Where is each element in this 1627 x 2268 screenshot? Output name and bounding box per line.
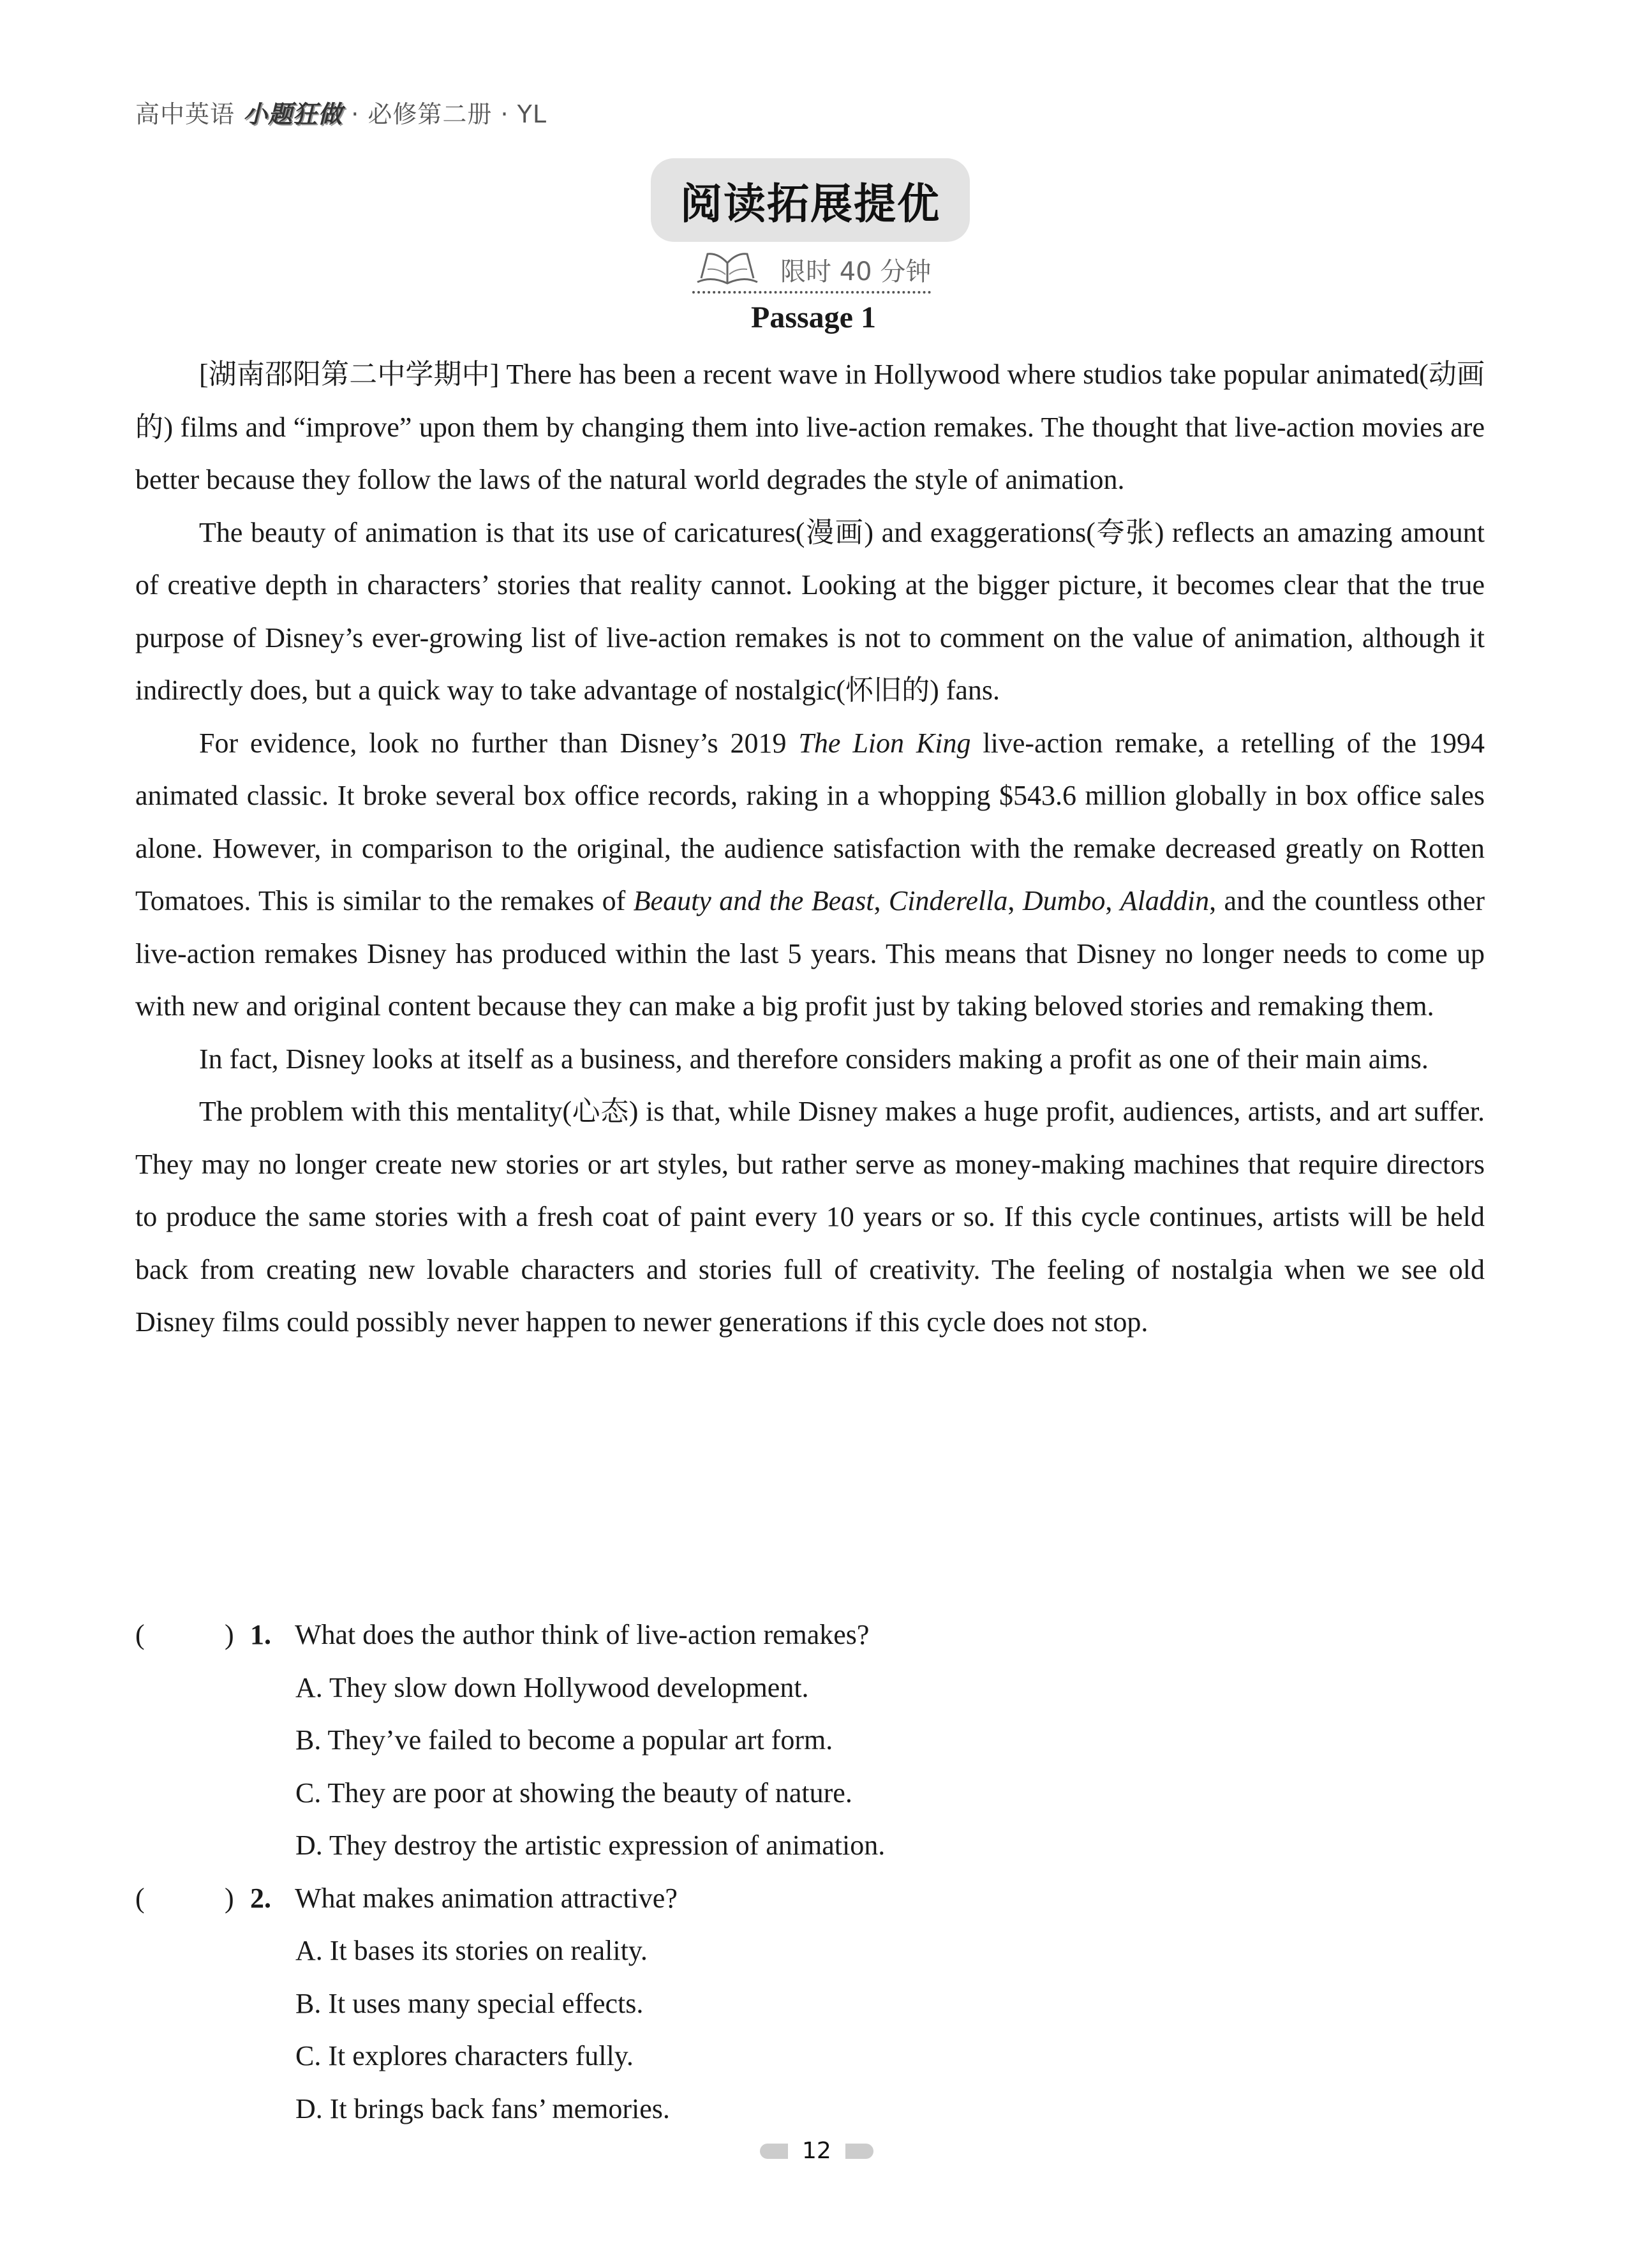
text-run: , and the countless other live-action remakes Disney has produced within the last 5 years. This means that Disney no longer needs to come up with new and original content because they can make a big profit just by taking beloved stories and remaking them. bbox=[135, 885, 1485, 1022]
paragraph bbox=[135, 1033, 1485, 1086]
italic-title: Aladdin bbox=[1120, 885, 1210, 916]
paragraph bbox=[135, 717, 1485, 1033]
questions bbox=[135, 1609, 1485, 2135]
text-run: , bbox=[1007, 885, 1023, 916]
italic-title: The Lion King bbox=[798, 727, 971, 759]
page-number-decoration bbox=[845, 2144, 873, 2159]
question-number: 1. bbox=[250, 1619, 271, 1650]
passage-title: Passage 1 bbox=[751, 301, 876, 334]
page-number bbox=[760, 2138, 873, 2164]
italic-title: Dumbo bbox=[1022, 885, 1106, 916]
italic-title: Beauty and the Beast bbox=[633, 885, 874, 916]
time-limit bbox=[692, 250, 931, 294]
running-header bbox=[135, 94, 547, 130]
question-1 bbox=[135, 1609, 1485, 1872]
page-number-text: 12 bbox=[802, 2138, 831, 2164]
answer-paren-close: ) bbox=[225, 1619, 234, 1650]
section-title: 阅读拓展提优 bbox=[680, 179, 940, 228]
question-text: What does the author think of live-action remakes? bbox=[295, 1619, 870, 1650]
option-D: D. They destroy the artistic expression of animation. bbox=[295, 1830, 886, 1861]
italic-title: Cinderella bbox=[888, 885, 1008, 916]
answer-paren-open[interactable]: ( bbox=[135, 1619, 145, 1650]
text-run: , bbox=[1105, 885, 1120, 916]
answer-paren-open[interactable]: ( bbox=[135, 1882, 145, 1914]
question-stem bbox=[135, 1872, 1485, 1925]
header-subject: 高中英语 bbox=[135, 100, 235, 128]
option-C: C. It explores characters fully. bbox=[295, 2040, 634, 2071]
header-book: · 必修第二册 · YL bbox=[351, 100, 547, 128]
question-number: 2. bbox=[250, 1882, 271, 1914]
text-run: In fact, Disney looks at itself as a business, and therefore considers making a profit as one of their main aims. bbox=[199, 1043, 1429, 1075]
option-D: D. It brings back fans’ memories. bbox=[295, 2093, 670, 2124]
text-run: The beauty of animation is that its use of caricatures(漫画) and exaggerations(夸张) reflects an amazing amount of creative depth in characters’ stories that reality cannot. Looking at the bigger picture, it becomes clear that the true purpose of Disney’s ever-growing list of live-action remakes is not to comment on the value of animation, although it indirectly does, but a quick way to take advantage of nostalgic(怀旧的) fans. bbox=[135, 516, 1485, 706]
option-B: B. It uses many special effects. bbox=[295, 1987, 644, 2019]
text-run: live-action remake, a retelling of the 1994 animated classic. It broke several box office records, raking in a whopping $543.6 million globally in box office sales alone. However, in comparison to the original, the audience satisfaction with the remake decreased greatly on Rotten Tomatoes. This is similar to the remakes of bbox=[135, 727, 1485, 916]
page-number-decoration bbox=[760, 2144, 788, 2159]
text-run: The problem with this mentality(心态) is that, while Disney makes a huge profit, audiences, artists, and art suffer. They may no longer create new stories or art styles, but rather serve as money-making machines that require directors to produce the same stories with a fresh coat of paint every 10 years or so. If this cycle continues, artists will be held back from creating new lovable characters and stories full of creativity. The feeling of nostalgia when we see old Disney films could possibly never happen to newer generations if this cycle does not stop. bbox=[135, 1096, 1485, 1338]
paragraph bbox=[135, 1086, 1485, 1349]
option-A: A. It bases its stories on reality. bbox=[295, 1935, 648, 1966]
answer-paren-close: ) bbox=[225, 1882, 234, 1914]
text-run: For evidence, look no further than Disney’s 2019 bbox=[199, 727, 799, 759]
question-stem bbox=[135, 1609, 1485, 1662]
header-brand: 小题狂做 bbox=[243, 100, 343, 128]
time-limit-text: 限时 40 分钟 bbox=[780, 257, 932, 287]
open-book-icon bbox=[692, 250, 762, 288]
text-run: [湖南邵阳第二中学期中] There has been a recent wave in Hollywood where studios take popular animated(动画的) films and “improve” upon them by changing them into live-action remakes. The thought that live-action movies are better because they follow the laws of the natural world degrades the style of animation. bbox=[135, 359, 1485, 495]
passage-body bbox=[135, 348, 1485, 1349]
question-text: What makes animation attractive? bbox=[295, 1882, 678, 1914]
option-C: C. They are poor at showing the beauty of nature. bbox=[295, 1777, 852, 1809]
paragraph bbox=[135, 348, 1485, 507]
paragraph bbox=[135, 507, 1485, 717]
section-title-box bbox=[651, 158, 970, 242]
option-B: B. They’ve failed to become a popular art form. bbox=[295, 1724, 833, 1756]
question-2 bbox=[135, 1872, 1485, 2136]
option-A: A. They slow down Hollywood development. bbox=[295, 1671, 809, 1703]
text-run: , bbox=[873, 885, 889, 916]
